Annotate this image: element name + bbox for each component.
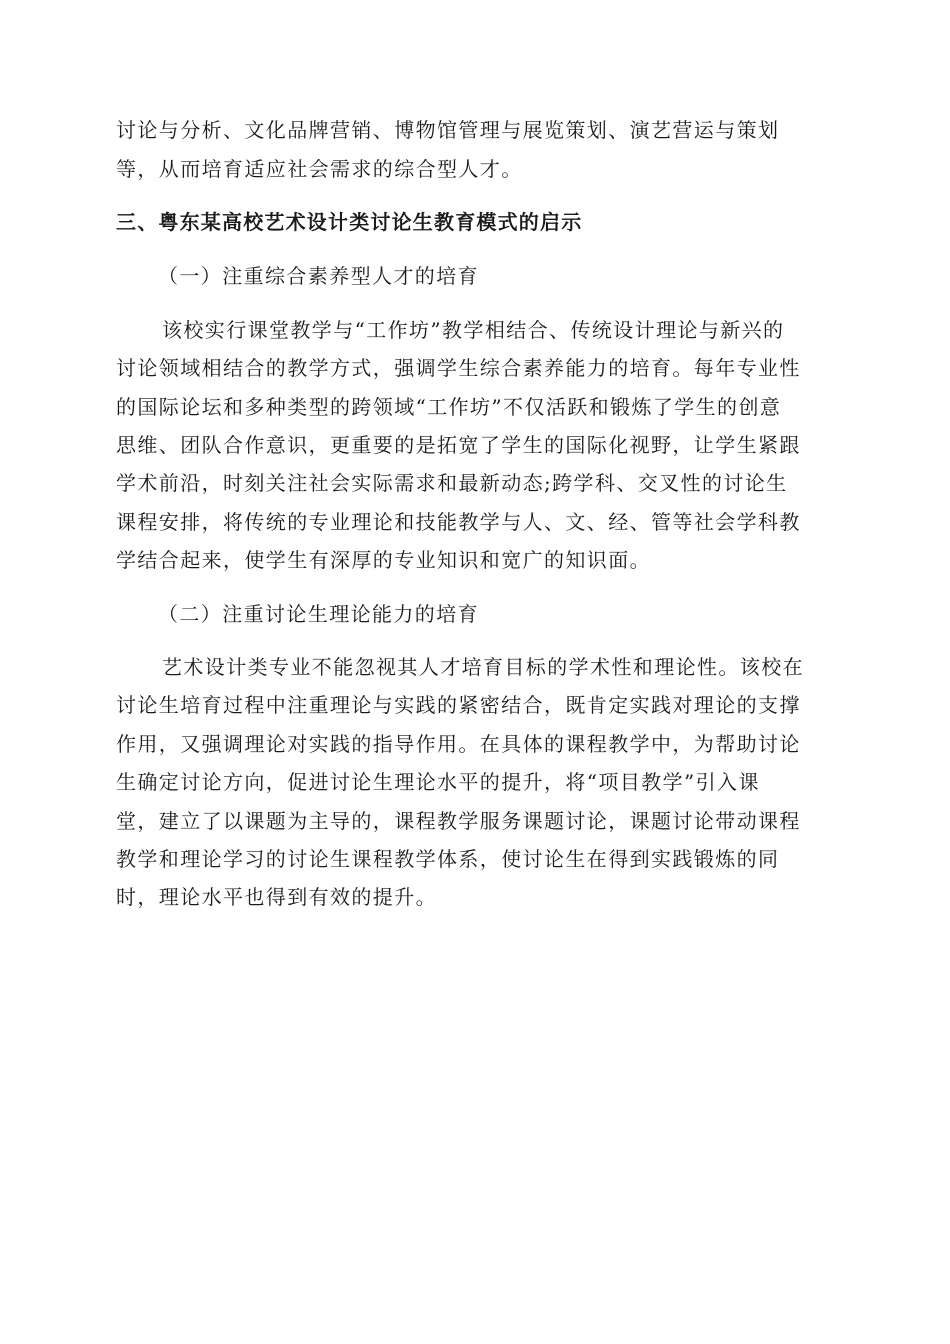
subsection-heading: （二）注重讨论生理论能力的培育 bbox=[158, 602, 479, 626]
paragraph-line: 等，从而培育适应社会需求的综合型人才。 bbox=[116, 157, 523, 181]
paragraph-line: 讨论领域相结合的教学方式，强调学生综合素养能力的培育。每年专业性 bbox=[116, 356, 801, 380]
paragraph-line: 作用，又强调理论对实践的指导作用。在具体的课程教学中，为帮助讨论 bbox=[116, 732, 801, 756]
paragraph-line: 时，理论水平也得到有效的提升。 bbox=[116, 885, 437, 909]
paragraph-line: 学术前沿，时刻关注社会实际需求和最新动态;跨学科、交叉性的讨论生 bbox=[116, 471, 788, 495]
paragraph-line: 教学和理论学习的讨论生课程教学体系，使讨论生在得到实践锻炼的同 bbox=[116, 847, 780, 871]
paragraph-line: 的国际论坛和多种类型的跨领域“工作坊”不仅活跃和锻炼了学生的创意 bbox=[116, 395, 782, 419]
paragraph-line: 生确定讨论方向，促进讨论生理论水平的提升，将“项目教学”引入课 bbox=[116, 770, 760, 794]
paragraph-line: 课程安排，将传统的专业理论和技能教学与人、文、经、管等社会学科教 bbox=[116, 510, 801, 534]
subsection-heading: （一）注重综合素养型人才的培育 bbox=[158, 264, 479, 288]
paragraph-line: 讨论生培育过程中注重理论与实践的紧密结合，既肯定实践对理论的支撑 bbox=[116, 693, 801, 717]
paragraph-line: 堂，建立了以课题为主导的，课程教学服务课题讨论，课题讨论带动课程 bbox=[116, 809, 801, 833]
paragraph-line: 学结合起来，使学生有深厚的专业知识和宽广的知识面。 bbox=[116, 548, 651, 572]
paragraph-line: 艺术设计类专业不能忽视其人才培育目标的学术性和理论性。该校在 bbox=[162, 655, 804, 679]
paragraph-line: 讨论与分析、文化品牌营销、博物馆管理与展览策划、演艺营运与策划 bbox=[116, 118, 780, 142]
paragraph-line: 思维、团队合作意识，更重要的是拓宽了学生的国际化视野，让学生紧跟 bbox=[116, 433, 801, 457]
paragraph-line: 该校实行课堂教学与“工作坊”教学相结合、传统设计理论与新兴的 bbox=[162, 318, 785, 342]
section-heading: 三、粤东某高校艺术设计类讨论生教育模式的启示 bbox=[116, 210, 583, 234]
